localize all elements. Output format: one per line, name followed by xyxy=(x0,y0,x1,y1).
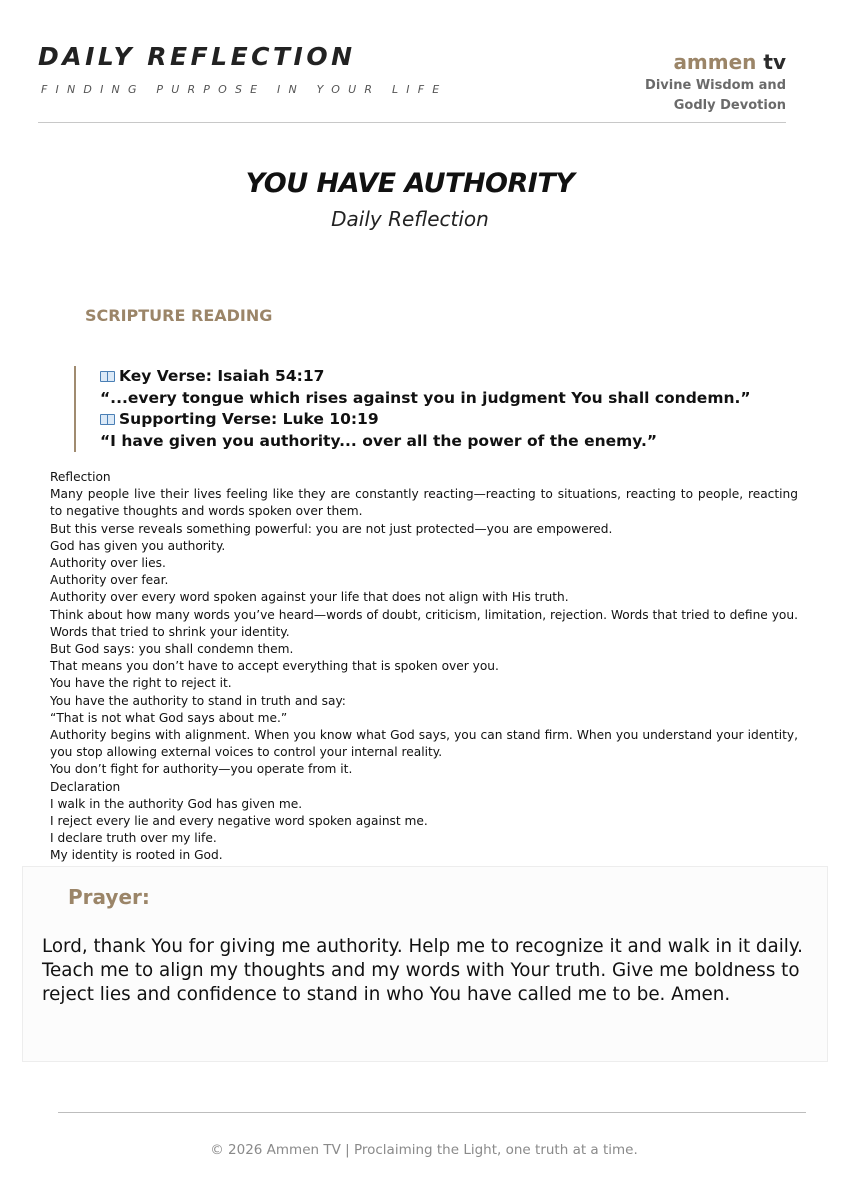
reflection-body xyxy=(50,469,798,865)
logo-tagline-line-1: Divine Wisdom and xyxy=(645,78,786,93)
reflection-paragraph: You don’t fight for authority—you operate from it. xyxy=(50,762,353,777)
logo-tagline xyxy=(645,76,786,116)
page-header xyxy=(38,42,786,123)
reflection-paragraph: But this verse reveals something powerful: you are not just protected—you are empowered. xyxy=(50,521,613,536)
supporting-verse-label: Supporting Verse: Luke 10:19 xyxy=(119,410,379,428)
prayer-text: Lord, thank You for giving me authority. Help me to recognize it and walk in it daily. Teach me to align my thoughts and my words with Your truth. Give me boldness to reject lies and confidence to stand in who You have called me to be. Amen. xyxy=(42,936,803,1005)
reflection-paragraph: That means you don’t have to accept everything that is spoken over you. xyxy=(50,659,499,674)
reflection-paragraph: Think about how many words you’ve heard—words of doubt, criticism, limitation, rejection. Words that tried to define you. Words that tried to shrink your identity. xyxy=(50,607,798,639)
reflection-paragraph: Authority over fear. xyxy=(50,573,169,588)
supporting-verse-label-line xyxy=(100,409,800,431)
key-verse-label-line xyxy=(100,366,800,388)
reflection-paragraph: You have the right to reject it. xyxy=(50,676,232,691)
prayer-title: Prayer: xyxy=(68,885,150,909)
logo xyxy=(645,50,786,116)
reflection-paragraph: Declaration xyxy=(50,779,121,794)
prayer-box xyxy=(22,866,828,1062)
footer-text: © 2026 Ammen TV | Proclaiming the Light, one truth at a time. xyxy=(210,1142,638,1158)
book-icon xyxy=(100,414,115,425)
supporting-verse-text: “I have given you authority... over all the power of the enemy.” xyxy=(100,431,658,450)
page-title: YOU HAVE AUTHORITY xyxy=(245,168,575,199)
key-verse-label: Key Verse: Isaiah 54:17 xyxy=(119,367,325,385)
logo-name xyxy=(645,50,786,74)
logo-suffix: tv xyxy=(763,50,786,74)
reflection-paragraph: I reject every lie and every negative word spoken against me. xyxy=(50,814,428,829)
reflection-paragraph: I walk in the authority God has given me. xyxy=(50,796,303,811)
reflection-paragraph: God has given you authority. xyxy=(50,538,226,553)
reflection-paragraph: My identity is rooted in God. xyxy=(50,848,223,863)
page-subtitle: Daily Reflection xyxy=(331,207,489,231)
scripture-block xyxy=(74,366,800,452)
reflection-paragraph: You have the authority to stand in truth and say: xyxy=(50,693,346,708)
reflection-paragraph: But God says: you shall condemn them. xyxy=(50,642,294,657)
reflection-paragraph: Many people live their lives feeling like they are constantly reacting—reacting to situations, reacting to people, reacting to negative thoughts and words spoken over them. xyxy=(50,487,798,519)
reflection-paragraph: Authority begins with alignment. When you know what God says, you can stand firm. When you understand your identity, you stop allowing external voices to control your internal reality. xyxy=(50,728,798,760)
reflection-paragraph: “That is not what God says about me.” xyxy=(50,710,288,725)
logo-tagline-line-2: Godly Devotion xyxy=(673,98,786,113)
key-verse-text: “...every tongue which rises against you in judgment You shall condemn.” xyxy=(100,388,751,407)
reflection-paragraph: Authority over every word spoken against your life that does not align with His truth. xyxy=(50,590,569,605)
brand-title: DAILY REFLECTION xyxy=(38,42,356,71)
reflection-paragraph: I declare truth over my life. xyxy=(50,831,217,846)
scripture-heading: SCRIPTURE READING xyxy=(85,306,273,325)
logo-name-text: ammen xyxy=(673,50,757,74)
reflection-paragraph: Authority over lies. xyxy=(50,556,166,571)
brand-subtitle: FINDING PURPOSE IN YOUR LIFE xyxy=(41,83,448,96)
footer-divider xyxy=(58,1112,806,1113)
reflection-paragraph: Reflection xyxy=(50,470,111,484)
book-icon xyxy=(100,371,115,382)
